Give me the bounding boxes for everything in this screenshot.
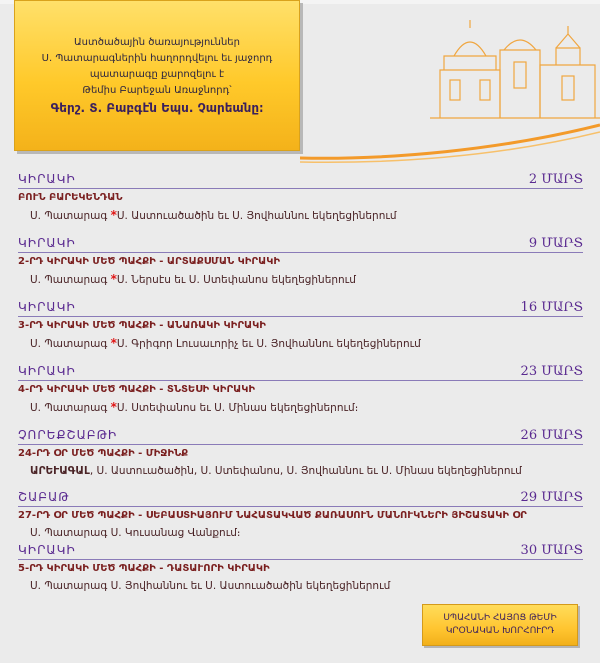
entry-header xyxy=(18,428,583,445)
footer-line: ՍՊԱՀԱՆԻ ՀԱՅՈՑ ԹԵՄԻ xyxy=(443,613,557,623)
top-banner xyxy=(0,0,600,162)
entry-detail xyxy=(30,580,583,593)
decorative-swoosh xyxy=(300,120,600,165)
entry-text: , Ս. Աստուածածին, Ս. Ստեփանոս, Ս. Յովհաննու եւ Ս. Մինաս եկեղեցիներում xyxy=(89,465,522,477)
entry-subtitle: 4-ՐԴ ԿԻՐԱԿԻ ՄԵԾ ՊԱՀՔԻ - ՏՆՏԵՍԻ ԿԻՐԱԿԻ xyxy=(18,384,256,395)
entry-date: 9 ՄԱՐՏ xyxy=(528,236,583,251)
entry-day: ԿԻՐԱԿԻ xyxy=(18,543,76,557)
header-line: Աստծածային ծառայություններ xyxy=(74,37,240,48)
entry-header xyxy=(18,172,583,189)
entry-text: Ս. Պատարագ Ս. Կուսանաց Վանքում։ xyxy=(30,527,241,539)
header-box xyxy=(14,0,300,151)
schedule-entry xyxy=(18,172,583,223)
entry-day: ԿԻՐԱԿԻ xyxy=(18,236,76,250)
entry-detail xyxy=(30,527,583,540)
entry-header xyxy=(18,490,583,507)
entry-subtitle: 24-ՐԴ ՕՐ ՄԵԾ ՊԱՀՔԻ - ՄԻՋԻՆՔ xyxy=(18,448,189,459)
header-line: Ս. Պատարագներին հաղորդվելու եւ յաջորդ xyxy=(41,53,273,64)
entry-subtitle: 5-ՐԴ ԿԻՐԱԿԻ ՄԵԾ ՊԱՀՔԻ - ԴԱՏԱՒՈՐԻ ԿԻՐԱԿԻ xyxy=(18,563,270,574)
schedule-entry xyxy=(18,364,583,415)
entry-detail xyxy=(30,465,583,478)
entry-day: ԿԻՐԱԿԻ xyxy=(18,364,76,378)
entry-bold-prefix: ԱՐԵՒԱԳԱԼ xyxy=(30,465,90,477)
star-marker: * xyxy=(110,208,117,222)
schedule-entry xyxy=(18,543,583,593)
header-line: Թեմիս Բարեջան Առաջնորդ՝ xyxy=(82,85,232,96)
entry-prefix: Ս. Պատարագ xyxy=(30,402,108,414)
star-marker: * xyxy=(110,400,117,414)
entry-date: 26 ՄԱՐՏ xyxy=(520,428,583,443)
entry-text: Ս. Գրիգոր Լուսաւորիչ եւ Ս. Յովհաննու եկեղեցիներում xyxy=(116,338,421,350)
entry-prefix: Ս. Պատարագ xyxy=(30,338,108,350)
entry-detail xyxy=(30,337,583,351)
entry-text: Ս. Պատարագ Ս. Յովհաննու եւ Ս. Աստուածածին եկեղեցիներում xyxy=(30,580,391,592)
header-line: պատարագը քարոզելու է xyxy=(89,69,225,80)
entry-detail xyxy=(30,401,583,415)
schedule-entry xyxy=(18,490,583,540)
entry-prefix: Ս. Պատարագ xyxy=(30,274,108,286)
entry-text: Ս. Ներսէս եւ Ս. Ստեփանոս եկեղեցիներում xyxy=(116,274,356,286)
entry-header xyxy=(18,543,583,560)
entry-date: 30 ՄԱՐՏ xyxy=(520,543,583,558)
footer-council-box xyxy=(422,604,578,646)
footer-line: ԿՐՕՆԱԿԱՆ ԽՈՐՀՈՒՐԴ xyxy=(445,626,555,636)
entry-date: 23 ՄԱՐՏ xyxy=(520,364,583,379)
entry-text: Ս. Աստուածածին եւ Ս. Յովհաննու եկեղեցիներում xyxy=(116,210,397,222)
header-signature: Գերշ. Տ. Բաբգէն Եպս. Չարեանը։ xyxy=(50,101,264,115)
entry-day: ԿԻՐԱԿԻ xyxy=(18,300,76,314)
star-marker: * xyxy=(110,336,117,350)
entry-date: 16 ՄԱՐՏ xyxy=(520,300,583,315)
entry-date: 29 ՄԱՐՏ xyxy=(520,490,583,505)
cathedral-drawing-icon xyxy=(430,10,600,120)
entry-day: ՉՈՐԵՔՇԱԲԹԻ xyxy=(18,428,118,442)
entry-subtitle: 2-ՐԴ ԿԻՐԱԿԻ ՄԵԾ ՊԱՀՔԻ - ԱՐՏԱՔՍՄԱՆ ԿԻՐԱԿԻ xyxy=(18,256,280,267)
entry-day: ՇԱԲԱԹ xyxy=(18,490,70,504)
schedule-entry xyxy=(18,300,583,351)
entry-header xyxy=(18,364,583,381)
entry-subtitle: ԲՈՒՆ ԲԱՐԵԿԵՆԴԱՆ xyxy=(18,192,123,203)
entry-detail xyxy=(30,209,583,223)
entry-header xyxy=(18,300,583,317)
entry-date: 2 ՄԱՐՏ xyxy=(528,172,583,187)
schedule-entry xyxy=(18,428,583,478)
entry-detail xyxy=(30,273,583,287)
entry-text: Ս. Ստեփանոս եւ Ս. Մինաս եկեղեցիներում։ xyxy=(116,402,359,414)
entry-subtitle: 3-ՐԴ ԿԻՐԱԿԻ ՄԵԾ ՊԱՀՔԻ - ԱՆԱՌԱԿԻ ԿԻՐԱԿԻ xyxy=(18,320,266,331)
entry-header xyxy=(18,236,583,253)
schedule-entry xyxy=(18,236,583,287)
star-marker: * xyxy=(110,272,117,286)
entry-prefix: Ս. Պատարագ xyxy=(30,210,108,222)
entry-day: ԿԻՐԱԿԻ xyxy=(18,172,76,186)
entry-subtitle: 27-ՐԴ ՕՐ ՄԵԾ ՊԱՀՔԻ - ՍԵԲԱՍՏԻԱՅՈՒՄ ՆԱՀԱՏԱԿՎԱԾ ՔԱՌԱՍՈՒՆ ՄԱՆՈՒԿՆԵՐԻ ՅԻՇԱՏԱԿԻ ՕՐ xyxy=(18,510,527,521)
